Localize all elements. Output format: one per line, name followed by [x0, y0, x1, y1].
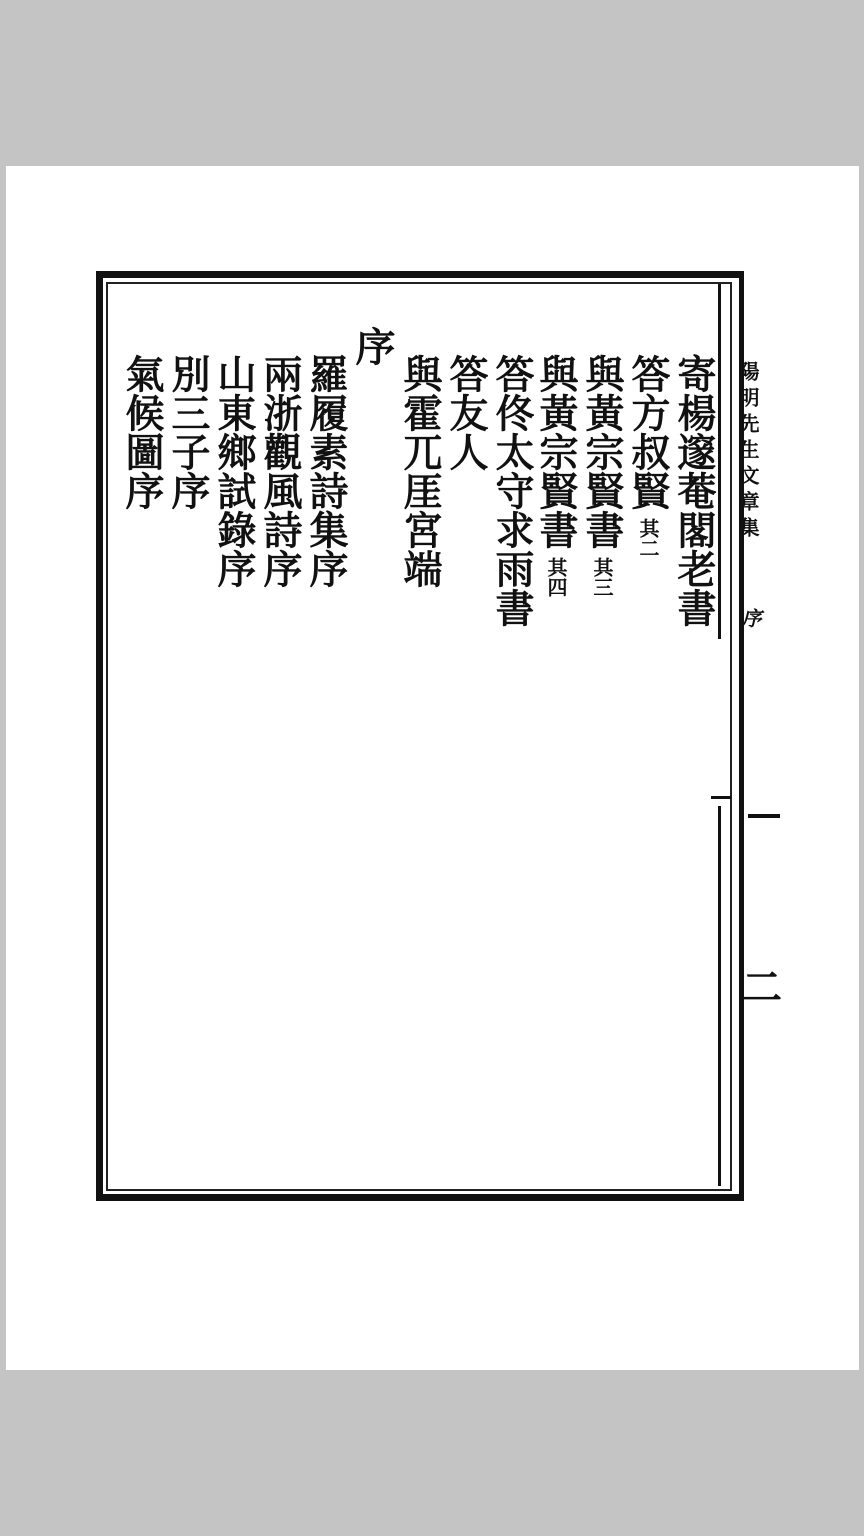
book-page [6, 166, 859, 1370]
toc-entry-note: 其三 [590, 557, 614, 597]
toc-entry [489, 354, 535, 627]
toc-entry [671, 354, 717, 627]
margin-strip-line [718, 284, 721, 639]
toc-entry-title: 與黃宗賢書 [579, 354, 625, 549]
fishtail-mark [711, 796, 731, 799]
section-heading: 序 [349, 326, 396, 366]
toc-entry-title: 與霍兀厓宮端 [397, 354, 443, 588]
page-number: 二 [742, 964, 782, 1011]
toc-entry [397, 354, 443, 588]
section-item: 氣候圖序 [119, 354, 165, 510]
toc-entry [625, 354, 671, 558]
margin-strip-line-lower [718, 806, 721, 1186]
toc-entry-title: 答友人 [443, 354, 489, 471]
toc-entry-note: 其四 [544, 557, 568, 597]
section-item: 山東鄉試錄序 [211, 354, 257, 588]
toc-entry-note: 其二 [636, 518, 660, 558]
toc-entry-title: 答方叔賢 [625, 354, 671, 510]
toc-entry [533, 354, 579, 597]
toc-entry [443, 354, 489, 471]
toc-entry [579, 354, 625, 597]
section-item: 別三子序 [165, 354, 211, 510]
fishtail-mark-right [748, 814, 780, 818]
section-item: 兩浙觀風詩序 [257, 354, 303, 588]
toc-entry-title: 與黃宗賢書 [533, 354, 579, 549]
book-title: 陽明先生文章集 [736, 361, 760, 543]
toc-entry-title: 答佟太守求雨書 [489, 354, 535, 627]
section-glyph: 序 [738, 608, 762, 634]
toc-entry-title: 寄楊邃菴閣老書 [671, 354, 717, 627]
section-item: 羅履素詩集序 [303, 354, 349, 588]
